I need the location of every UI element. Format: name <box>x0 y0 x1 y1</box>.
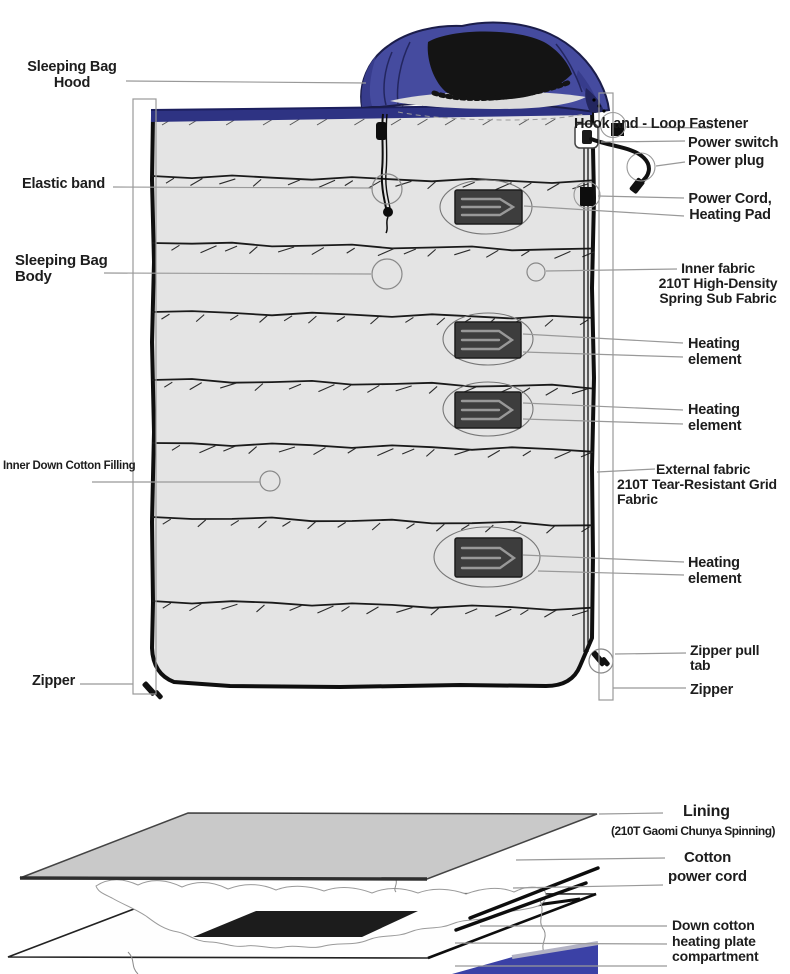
label-compartment: Down cotton heating plate compartment <box>672 917 759 964</box>
zipper-pull-right <box>589 649 613 673</box>
label-cotton: Cotton <box>684 849 732 866</box>
label-power-plug: Power plug <box>688 153 765 169</box>
drawstring-knot <box>383 207 393 217</box>
bracket-right <box>599 93 613 700</box>
label-hook-loop: Hook and - Loop Fastener <box>574 116 749 132</box>
label-zipper-pull: Zipper pull tab <box>690 642 760 674</box>
label-heating-3: Heating element <box>688 555 742 587</box>
hood <box>361 23 609 120</box>
blue-layer <box>452 943 598 974</box>
label-lining: Lining <box>683 803 730 820</box>
label-inner-fabric: Inner fabric 210T High-Density Spring Sub Fabric <box>658 260 778 307</box>
zipper-pull-left <box>142 681 164 700</box>
lining-layer <box>20 813 597 879</box>
label-heating-1: Heating element <box>688 336 742 368</box>
label-power-cord-pad: Power Cord, Heating Pad <box>688 191 772 223</box>
label-body: Sleeping Bag Body <box>15 252 108 286</box>
bag-body <box>152 112 594 687</box>
label-power-switch: Power switch <box>688 135 779 151</box>
label-zipper-left: Zipper <box>32 673 76 689</box>
label-heating-2: Heating element <box>688 402 742 434</box>
label-hood: Sleeping Bag Hood <box>27 59 117 91</box>
label-elastic-band: Elastic band <box>22 176 106 192</box>
power-cord <box>591 139 649 183</box>
drawstring-toggle <box>376 122 387 140</box>
label-external-fabric: External fabric 210T Tear-Resistant Grid Fabric <box>617 461 777 508</box>
label-inner-down: Inner Down Cotton Filling <box>3 460 136 472</box>
label-lining-sub: (210T Gaomi Chunya Spinning) <box>611 824 776 838</box>
cord-connector <box>580 187 593 206</box>
label-zipper-right: Zipper <box>690 682 734 698</box>
label-power-cord-layer: power cord <box>668 868 747 885</box>
